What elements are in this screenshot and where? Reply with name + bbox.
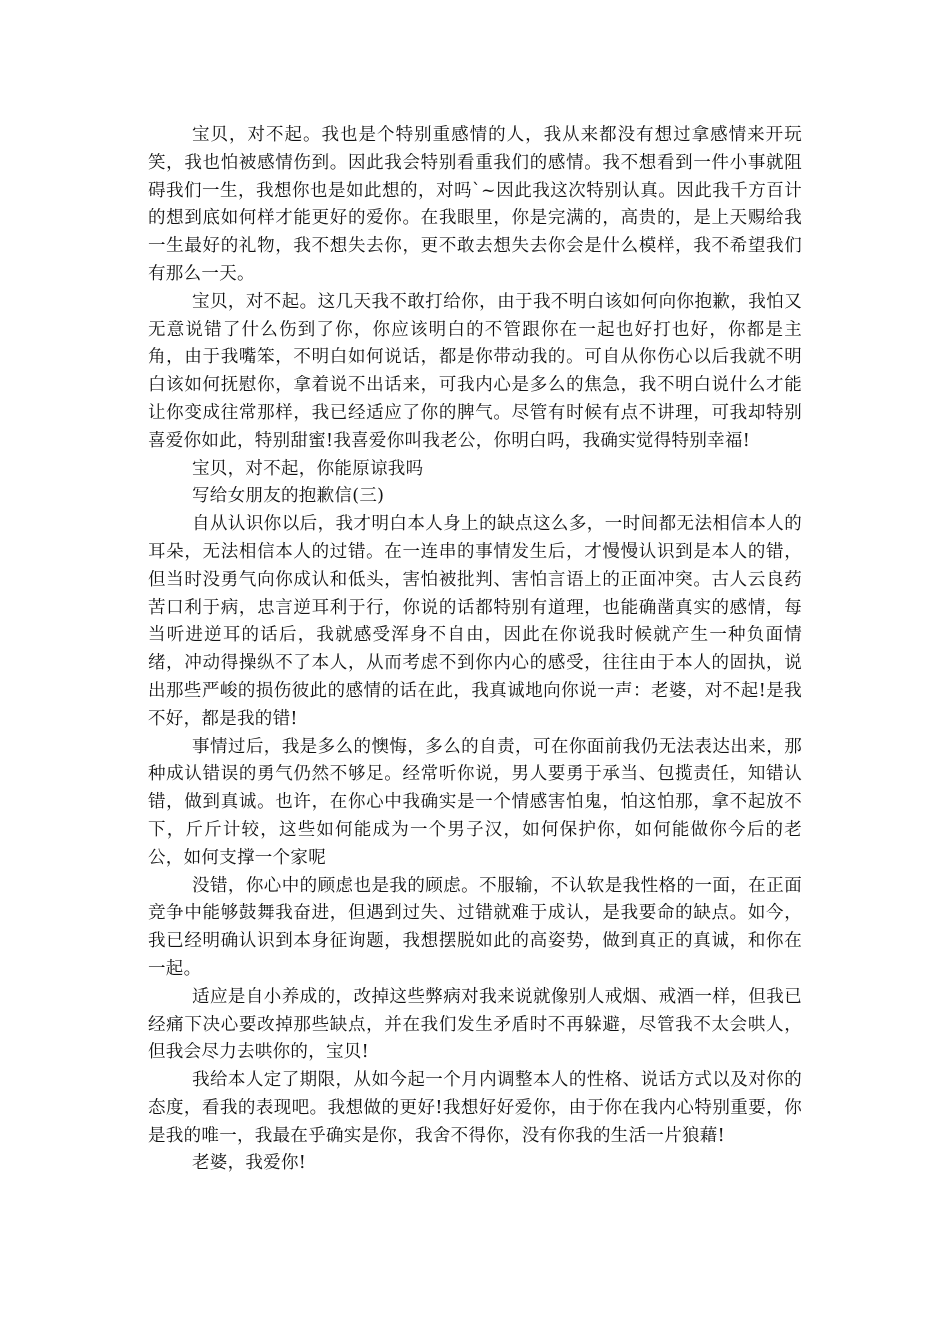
paragraph-3: 宝贝，对不起，你能原谅我吗: [192, 458, 424, 479]
paragraph-6: 事情过后，我是多么的懊悔，多么的自责，可在你面前我仍无法表达出来，那种成认错误的勇气仍然不够足。经常听你说，男人要勇于承当、包揽责任，知错认错，做到真诚。也许，在你心中我确实是一个情感害怕鬼，怕这怕那，拿不起放不下，斤斤计较，这些如何能成为一个男子汉，如何保护你，如何能做你今后的老公，如何支撑一个家呢: [148, 736, 802, 868]
paragraph-5: 自从认识你以后，我才明白本人身上的缺点这么多，一时间都无法相信本人的耳朵，无法相信本人的过错。在一连串的事情发生后，才慢慢认识到是本人的错，但当时没勇气向你成认和低头，害怕被批判、害怕言语上的正面冲突。古人云良药苦口利于病，忠言逆耳利于行，你说的话都特别有道理，也能确凿真实的感情，每当听进逆耳的话后，我就感受浑身不自由，因此在你说我时候就产生一种负面情绪，冲动得操纵不了本人，从而考虑不到你内心的感受，往往由于本人的固执，说出那些严峻的损伤彼此的感情的话在此，我真诚地向你说一声：老婆，对不起!是我不好，都是我的错!: [148, 514, 802, 729]
paragraph-9: 我给本人定了期限，从如今起一个月内调整本人的性格、说话方式以及对你的态度，看我的表现吧。我想做的更好!我想好好爱你，由于你在我内心特别重要，你是我的唯一，我最在乎确实是你，我舍不得你，没有你我的生活一片狼藉!: [148, 1070, 802, 1146]
paragraph-7: 没错，你心中的顾虑也是我的顾虑。不服输，不认软是我性格的一面，在正面竞争中能够鼓舞我奋进，但遇到过失、过错就难于成认，是我要命的缺点。如今，我已经明确认识到本身征询题，我想摆脱如此的高姿势，做到真正的真诚，和你在一起。: [148, 875, 802, 979]
paragraph-8: 适应是自小养成的，改掉这些弊病对我来说就像别人戒烟、戒酒一样，但我已经痛下决心要改掉那些缺点，并在我们发生矛盾时不再躲避，尽管我不太会哄人，但我会尽力去哄你的，宝贝!: [148, 986, 802, 1063]
letter-body: [148, 122, 802, 1178]
section-heading: 写给女朋友的抱歉信(三): [192, 486, 385, 507]
paragraph-1: 宝贝，对不起。我也是个特别重感情的人，我从来都没有想过拿感情来开玩笑，我也怕被感情伤到。因此我会特别看重我们的感情。我不想看到一件小事就阻碍我们一生，我想你也是如此想的，对吗`~因此我这次特别认真。因此我千方百计的想到底如何样才能更好的爱你。在我眼里，你是完满的，高贵的，是上天赐给我一生最好的礼物，我不想失去你，更不敢去想失去你会是什么模样，我不希望我们有那么一天。: [148, 125, 802, 284]
paragraph-2: 宝贝，对不起。这几天我不敢打给你，由于我不明白该如何向你抱歉，我怕又无意说错了什么伤到了你，你应该明白的不管跟你在一起也好打也好，你都是主角，由于我嘴笨，不明白如何说话，都是你带动我的。可自从你伤心以后我就不明白该如何抚慰你，拿着说不出话来，可我内心是多么的焦急，我不明白说什么才能让你变成往常那样，我已经适应了你的脾气。尽管有时候有点不讲理，可我却特别喜爱你如此，特别甜蜜!我喜爱你叫我老公，你明白吗，我确实觉得特别幸福!: [148, 291, 802, 451]
closing-line: 老婆，我爱你!: [192, 1153, 307, 1174]
